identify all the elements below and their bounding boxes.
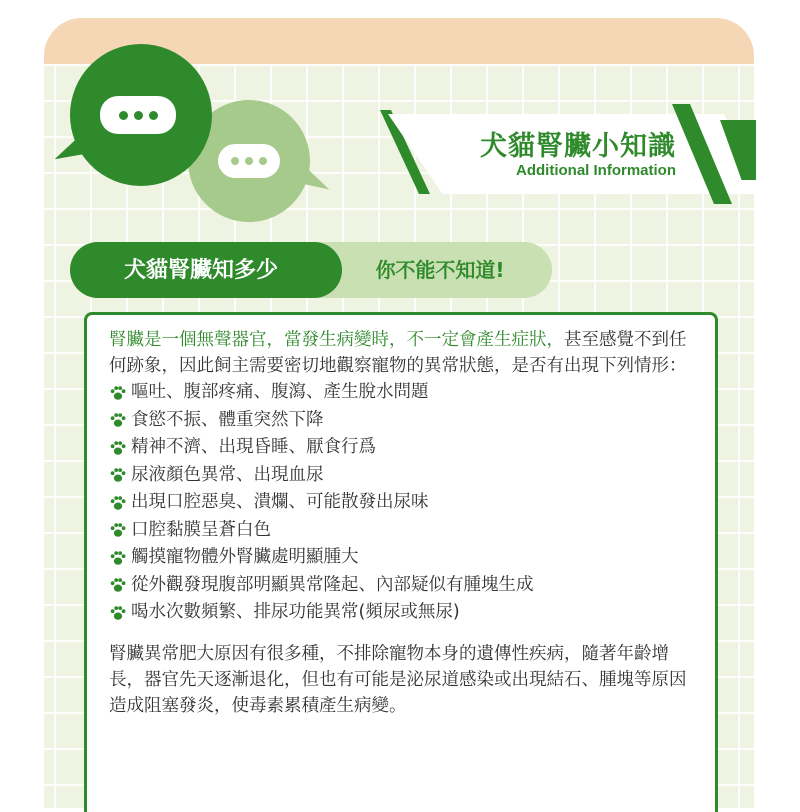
paw-icon <box>109 411 127 429</box>
list-item: 精神不濟、出現昏睡、厭食行爲 <box>109 434 693 462</box>
paw-icon <box>109 604 127 622</box>
paw-icon <box>109 384 127 402</box>
list-item: 口腔黏膜呈蒼白色 <box>109 517 693 545</box>
paw-icon <box>109 521 127 539</box>
paw-icon <box>109 494 127 512</box>
intro-paragraph <box>109 327 693 379</box>
intro-rest: 甚至感覺不到任何跡象，因此飼主需要密切地觀察寵物的異常狀態，是否有出現下列情形： <box>109 330 687 376</box>
content-box <box>84 312 718 812</box>
paw-icon <box>109 576 127 594</box>
list-item: 嘔吐、腹部疼痛、腹瀉、產生脫水問題 <box>109 379 693 407</box>
closing-paragraph: 腎臟異常肥大原因有很多種，不排除寵物本身的遺傳性疾病，隨著年齡增長，器官先天逐漸退化，但也有可能是泌尿道感染或出現結石、腫塊等原因造成阻塞發炎，使毒素累積產生病變。 <box>109 643 687 716</box>
symptom-list <box>109 379 693 627</box>
section-heading: 犬貓腎臟知多少 <box>123 257 278 283</box>
list-item: 喝水次數頻繁、排尿功能異常(頻尿或無尿) <box>109 599 693 627</box>
paw-icon <box>109 549 127 567</box>
list-item: 尿液顏色異常、出現血尿 <box>109 462 693 490</box>
list-item: 出現口腔惡臭、潰爛、可能散發出尿味 <box>109 489 693 517</box>
intro-highlight: 腎臟是一個無聲器官，當發生病變時，不一定會產生症狀， <box>109 330 564 350</box>
chat-bubble-primary-icon <box>70 44 212 186</box>
list-item: 從外觀發現腹部明顯異常隆起、內部疑似有腫塊生成 <box>109 572 693 600</box>
page-subtitle: Additional Information <box>516 162 676 179</box>
list-item: 觸摸寵物體外腎臟處明顯腫大 <box>109 544 693 572</box>
section-subheading: 你不能不知道! <box>375 258 505 282</box>
page-title: 犬貓腎臟小知識 <box>480 131 676 162</box>
paw-icon <box>109 466 127 484</box>
list-item: 食慾不振、體重突然下降 <box>109 407 693 435</box>
paw-icon <box>109 439 127 457</box>
